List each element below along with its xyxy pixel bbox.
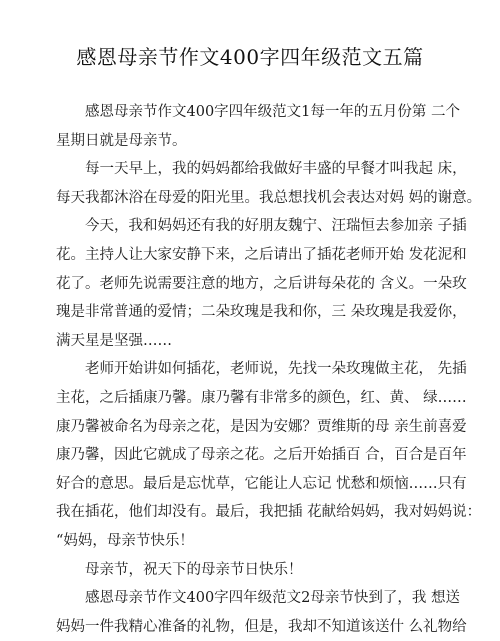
body-line: 瑰是非常普通的爱情；二朵玫瑰是我和你，三 朵玫瑰是我爱你， <box>56 304 467 321</box>
body-line: “妈妈，母亲节快乐！ <box>56 532 194 549</box>
document-body <box>56 98 482 641</box>
body-line: 满天星是坚强…… <box>56 332 172 349</box>
body-line: 妈妈一件我精心准备的礼物，但是，我却不知道该送什 么礼物给 <box>56 618 467 635</box>
body-line: 今天，我和妈妈还有我的好朋友魏宁、汪瑞恒去参加亲 子插 <box>85 218 467 235</box>
body-line: 康乃馨被命名为母亲之花，是因为安娜？贾维斯的母 亲生前喜爱 <box>56 418 467 435</box>
body-line: 我在插花，他们却没有。最后，我把插 花献给妈妈，我对妈妈说： <box>56 504 482 521</box>
body-line: 母亲节，祝天下的母亲节日快乐！ <box>85 561 303 578</box>
document-title: 感恩母亲节作文400字四年级范文五篇 <box>76 45 424 69</box>
body-line: 感恩母亲节作文400字四年级范文2母亲节快到了，我 想送 <box>85 590 461 607</box>
body-line: 每天我都沐浴在母爱的阳光里。我总想找机会表达对妈 妈的谢意。 <box>56 189 482 206</box>
body-line: 感恩母亲节作文400字四年级范文1每一年的五月份第 二个 <box>85 104 461 120</box>
body-line: 康乃馨，因此它就成了母亲之花。之后开始插百 合，百合是百年 <box>56 447 467 464</box>
body-line: 星期日就是母亲节。 <box>56 132 187 149</box>
body-line: 花。主持人让大家安静下来，之后请出了插花老师开始 发花泥和 <box>56 246 467 263</box>
body-line: 好合的意思。最后是忘忧草，它能让人忘记 忧愁和烦恼……只有 <box>56 475 467 492</box>
body-line: 花了。老师先说需要注意的地方，之后讲每朵花的 含义。一朵玫 <box>56 275 467 292</box>
body-line: 每一天早上，我的妈妈都给我做好丰盛的早餐才叫我起 床， <box>85 161 467 178</box>
body-line: 老师开始讲如何插花，老师说，先找一朵玫瑰做主花， 先插 <box>85 361 467 378</box>
body-line: 主花，之后插康乃馨。康乃馨有非常多的颜色，红、黄、 绿…… <box>56 389 467 406</box>
